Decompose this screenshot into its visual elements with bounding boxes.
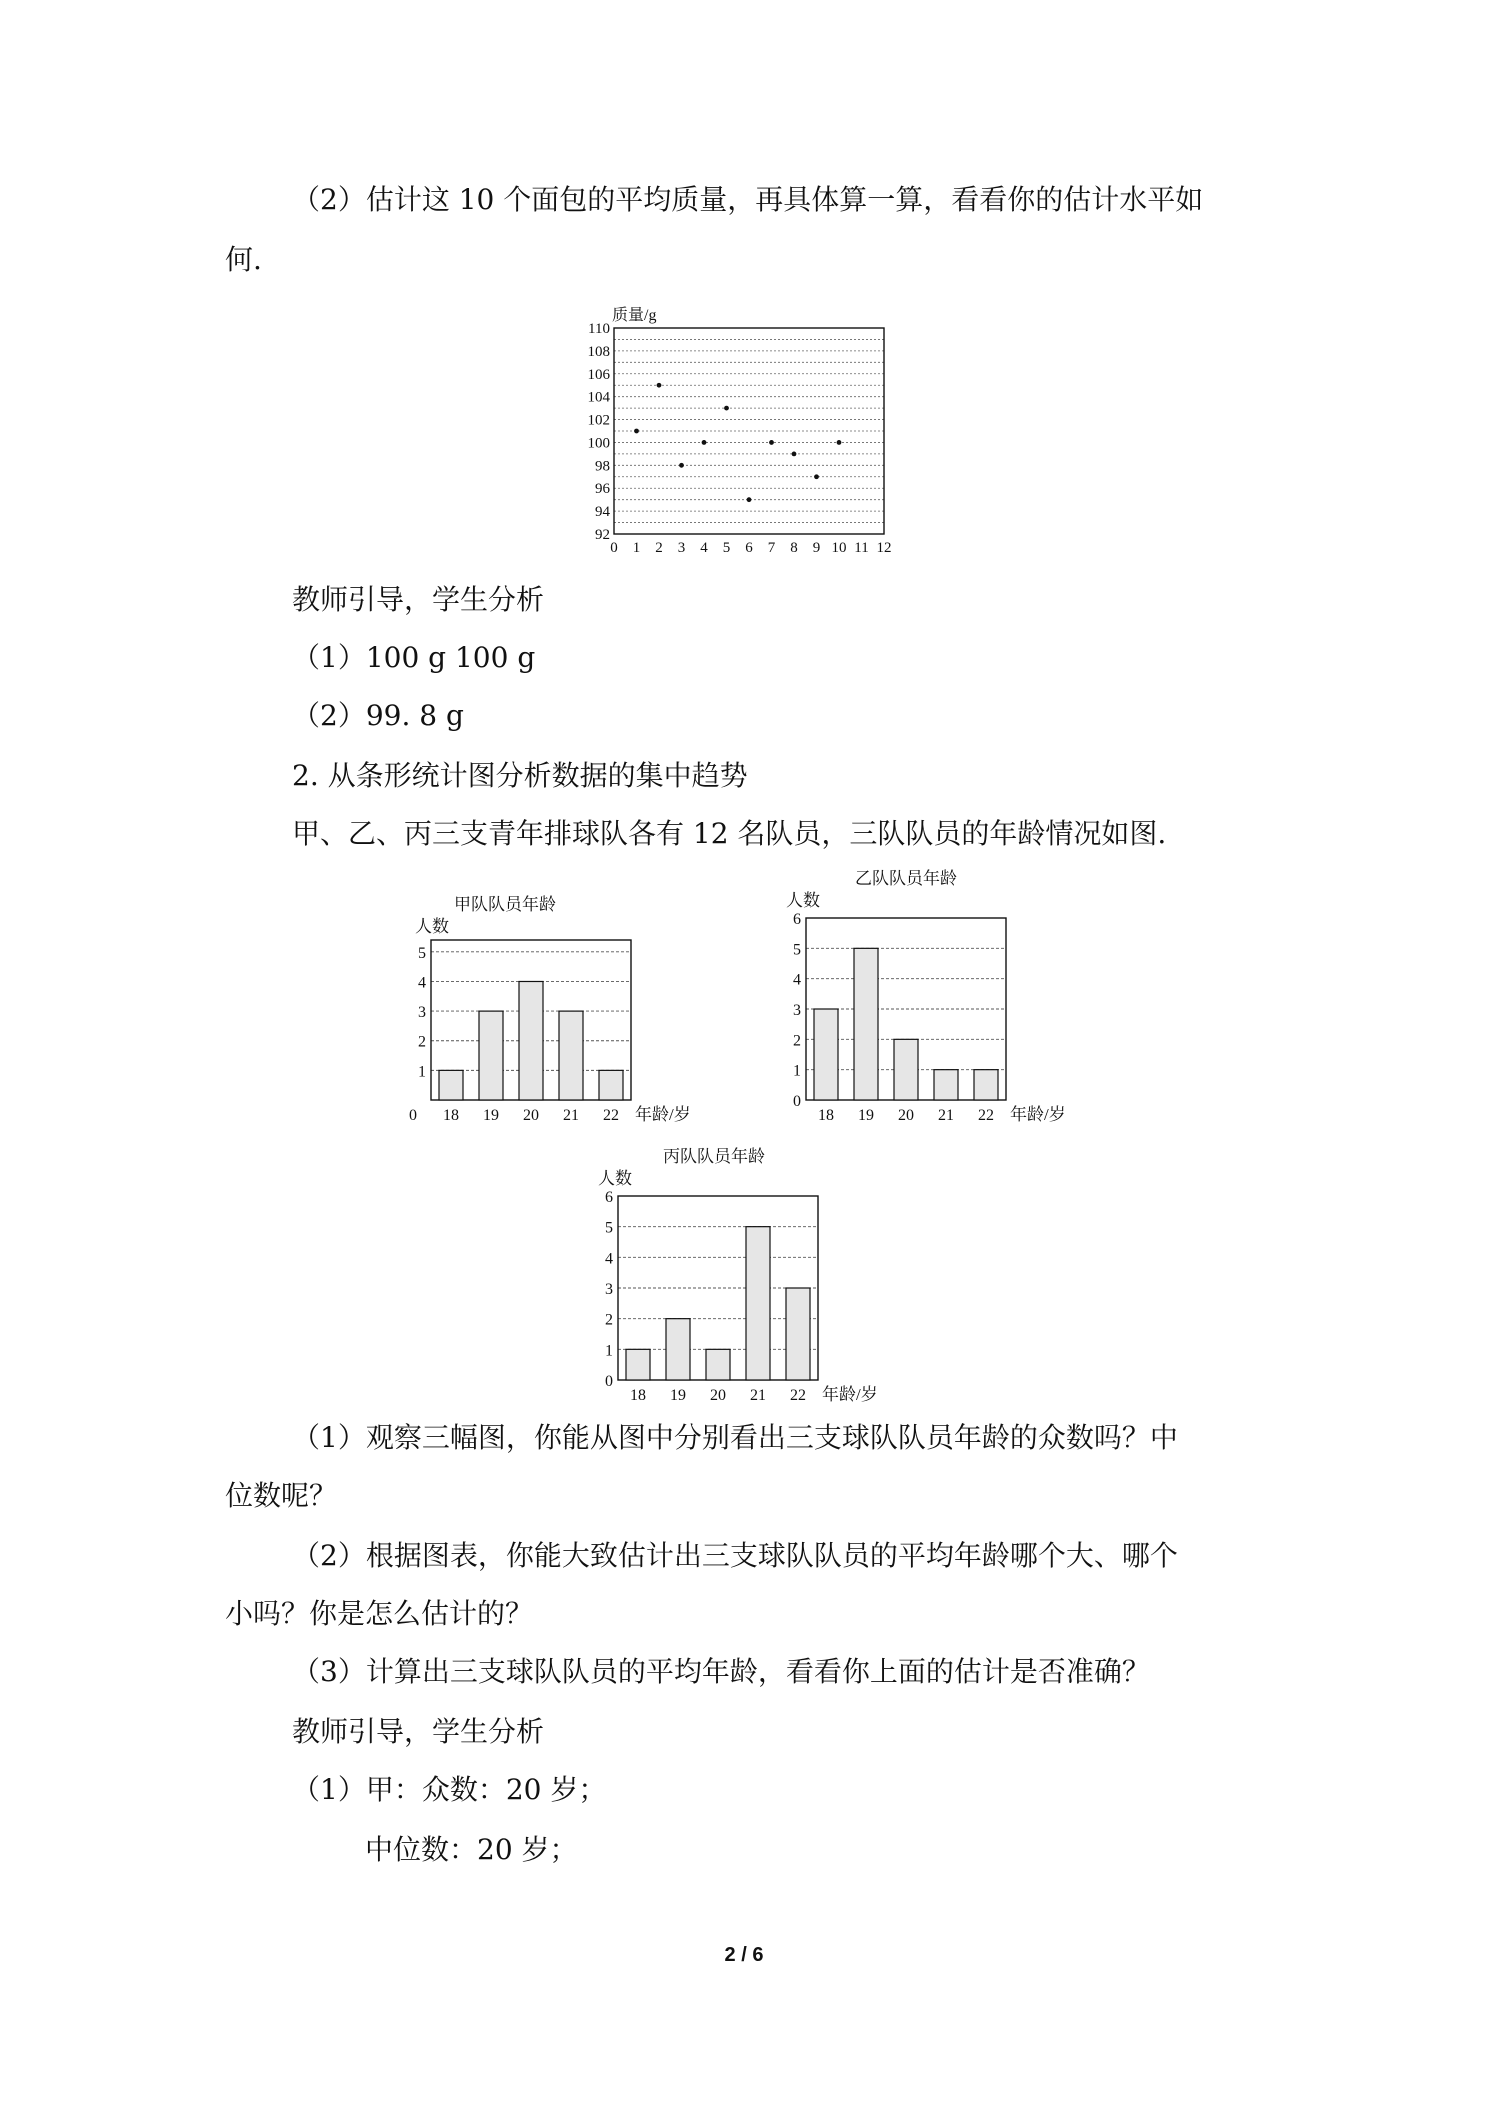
chart-title: 丙队队员年龄 xyxy=(663,1147,765,1166)
y-tick-label: 2 xyxy=(418,1033,426,1051)
bar xyxy=(706,1349,730,1380)
section-2-heading: 2. 从条形统计图分析数据的集中趋势 xyxy=(292,759,748,792)
x-tick-label: 3 xyxy=(677,540,686,556)
y-tick-label: 100 xyxy=(587,435,610,452)
bar xyxy=(439,1070,463,1100)
y-tick-label: 5 xyxy=(418,944,426,962)
x-tick-label: 5 xyxy=(722,540,731,556)
y-tick-label: 110 xyxy=(588,321,610,337)
x-tick-label: 19 xyxy=(858,1107,874,1124)
team-bing-svg xyxy=(590,1140,890,1410)
x-tick-label: 19 xyxy=(670,1387,686,1404)
answer-jia-mode: （1）甲：众数：20 岁； xyxy=(292,1773,607,1806)
bar xyxy=(626,1349,650,1380)
data-point xyxy=(724,406,729,411)
y-tick-label: 0 xyxy=(793,1093,801,1110)
bar xyxy=(559,1011,583,1100)
data-point xyxy=(747,497,752,502)
chart-title: 乙队队员年龄 xyxy=(855,869,957,888)
y-tick-label: 6 xyxy=(793,911,801,928)
x-tick-label: 18 xyxy=(818,1107,834,1124)
x-tick-label: 9 xyxy=(812,540,821,556)
y-tick-label: 5 xyxy=(605,1219,613,1237)
y-tick-label: 2 xyxy=(605,1311,613,1329)
team-jia-svg xyxy=(405,880,695,1130)
y-tick-label: 106 xyxy=(587,366,610,383)
x-tick-label: 12 xyxy=(876,540,892,556)
x-tick-label: 22 xyxy=(978,1107,994,1124)
part-1-question: （1）观察三幅图，你能从图中分别看出三支球队队员年龄的众数吗？中 xyxy=(292,1421,1178,1454)
y-tick-label: 1 xyxy=(605,1342,613,1360)
x-axis-label: 年龄/岁 xyxy=(822,1385,878,1404)
answer-2: （2）99. 8 g xyxy=(292,699,464,732)
y-tick-label: 6 xyxy=(605,1189,613,1206)
x-tick-label: 6 xyxy=(745,540,753,556)
y-tick-label: 98 xyxy=(595,458,610,475)
teacher-guide-2: 教师引导，学生分析 xyxy=(292,1715,545,1748)
bar xyxy=(894,1039,918,1100)
y-tick-label: 94 xyxy=(595,504,610,521)
bar xyxy=(854,948,878,1100)
y-tick-label: 92 xyxy=(595,527,610,543)
y-tick-label: 104 xyxy=(587,389,610,406)
part-3-question: （3）计算出三支球队队员的平均年龄，看看你上面的估计是否准确？ xyxy=(292,1655,1150,1688)
origin-label: 0 xyxy=(409,1107,417,1124)
x-tick-label: 18 xyxy=(443,1107,459,1124)
teams-intro: 甲、乙、丙三支青年排球队各有 12 名队员，三队队员的年龄情况如图. xyxy=(292,817,1167,850)
question-2-continued: 何. xyxy=(225,243,262,276)
x-tick-label: 20 xyxy=(710,1387,726,1404)
data-point xyxy=(837,440,842,445)
data-point xyxy=(814,474,819,479)
chart-title: 甲队队员年龄 xyxy=(454,895,556,914)
bread-mass-scatter-chart xyxy=(560,292,900,562)
x-axis-label: 年龄/岁 xyxy=(1010,1105,1066,1124)
part-2-question: （2）根据图表，你能大致估计出三支球队队员的平均年龄哪个大、哪个 xyxy=(292,1539,1178,1572)
x-tick-label: 1 xyxy=(632,540,641,556)
answer-1: （1）100 g 100 g xyxy=(292,641,536,674)
bar xyxy=(786,1288,810,1380)
x-tick-label: 22 xyxy=(603,1107,619,1124)
scatter-svg xyxy=(560,292,900,562)
x-tick-label: 7 xyxy=(767,540,776,556)
bar xyxy=(934,1070,958,1100)
data-point xyxy=(657,383,662,388)
x-tick-label: 20 xyxy=(898,1107,914,1124)
x-tick-label: 21 xyxy=(750,1387,766,1404)
page-number: 2 / 6 xyxy=(724,1944,764,1966)
teacher-guide-1: 教师引导，学生分析 xyxy=(292,583,545,616)
y-tick-label: 102 xyxy=(587,412,610,429)
team-yi-svg xyxy=(780,860,1070,1130)
x-tick-label: 20 xyxy=(523,1107,539,1124)
bar xyxy=(666,1319,690,1380)
team-yi-bar-chart xyxy=(780,860,1070,1130)
y-tick-label: 4 xyxy=(793,971,801,989)
x-tick-label: 0 xyxy=(610,540,618,556)
data-point xyxy=(702,440,707,445)
x-tick-label: 2 xyxy=(655,540,663,556)
y-tick-label: 3 xyxy=(418,1004,426,1022)
bar xyxy=(599,1070,623,1100)
team-jia-bar-chart xyxy=(405,880,695,1130)
y-tick-label: 3 xyxy=(793,1002,801,1019)
data-point xyxy=(792,451,797,456)
y-axis-label: 人数 xyxy=(415,917,449,936)
bar xyxy=(746,1227,770,1380)
bar xyxy=(814,1009,838,1100)
x-tick-label: 8 xyxy=(790,540,798,556)
y-tick-label: 4 xyxy=(605,1250,613,1268)
question-2-text: （2）估计这 10 个面包的平均质量，再具体算一算，看看你的估计水平如 xyxy=(292,183,1204,216)
team-bing-bar-chart xyxy=(590,1140,890,1410)
y-tick-label: 1 xyxy=(793,1062,801,1080)
data-point xyxy=(679,463,684,468)
y-tick-label: 96 xyxy=(595,481,610,498)
y-axis-label: 质量/g xyxy=(612,307,657,324)
x-tick-label: 4 xyxy=(700,540,708,556)
y-axis-label: 人数 xyxy=(598,1169,632,1188)
x-tick-label: 10 xyxy=(831,540,847,556)
y-axis-label: 人数 xyxy=(786,891,820,910)
y-tick-label: 1 xyxy=(418,1063,426,1081)
data-point xyxy=(769,440,774,445)
y-tick-label: 5 xyxy=(793,941,801,959)
answer-jia-median: 中位数：20 岁； xyxy=(365,1833,578,1866)
x-tick-label: 22 xyxy=(790,1387,806,1404)
y-tick-label: 108 xyxy=(587,343,610,360)
x-axis-label: 年龄/岁 xyxy=(635,1105,691,1124)
y-tick-label: 0 xyxy=(605,1373,613,1390)
bar xyxy=(479,1011,503,1100)
data-point xyxy=(634,429,639,434)
y-tick-label: 2 xyxy=(793,1032,801,1050)
part-2-question-cont: 小吗？你是怎么估计的？ xyxy=(225,1597,534,1630)
y-tick-label: 3 xyxy=(605,1281,613,1298)
y-tick-label: 4 xyxy=(418,974,426,992)
bar xyxy=(974,1070,998,1100)
bar xyxy=(519,981,543,1100)
x-tick-label: 21 xyxy=(563,1107,579,1124)
x-tick-label: 11 xyxy=(854,540,869,556)
x-tick-label: 18 xyxy=(630,1387,646,1404)
x-tick-label: 19 xyxy=(483,1107,499,1124)
part-1-question-cont: 位数呢？ xyxy=(225,1479,338,1512)
x-tick-label: 21 xyxy=(938,1107,954,1124)
